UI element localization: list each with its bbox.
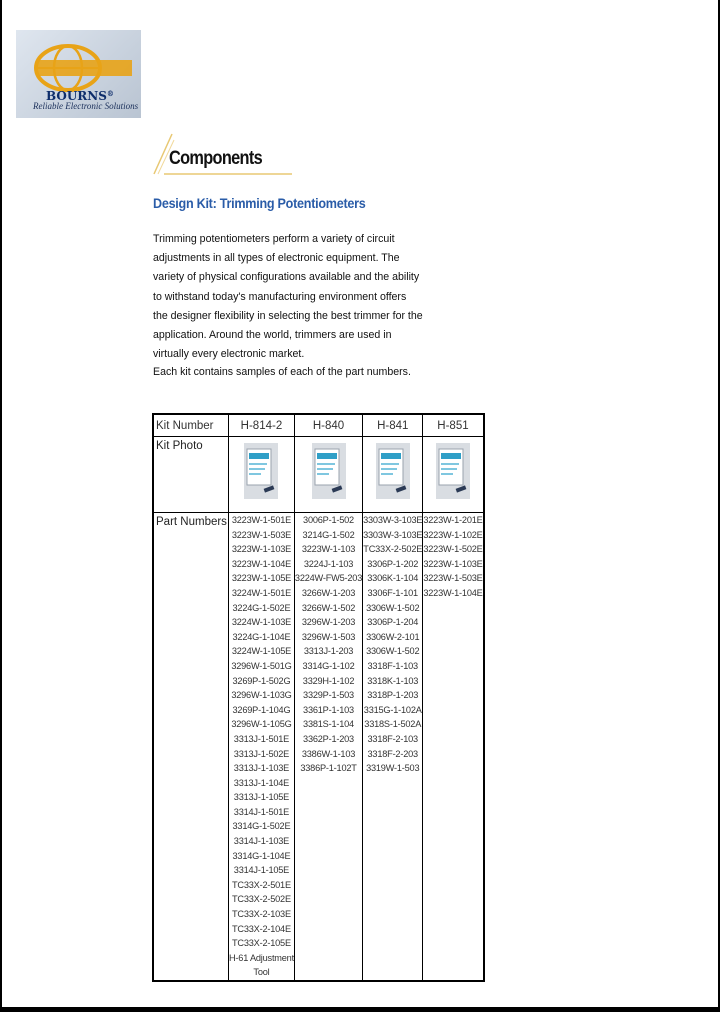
part-number: 3318F-2-103 — [367, 733, 418, 744]
logo-wordmark: BOURNS® — [46, 89, 114, 103]
part-number: 3319W-1-503 — [366, 763, 420, 774]
part-number: 3224W-FW5-203 — [294, 573, 363, 584]
part-number: 3386W-1-103 — [301, 748, 356, 759]
header-kit: H-851 — [423, 414, 484, 437]
part-number: 3296W-1-103G — [231, 690, 292, 701]
table-row-parts — [153, 513, 484, 982]
table-header-row — [153, 414, 484, 437]
kit-photo-image — [312, 443, 346, 499]
kit-photo-cell — [423, 437, 484, 513]
part-number: TC33X-2-103E — [232, 909, 291, 920]
part-number: 3296W-1-203 — [301, 617, 356, 628]
parts-list — [363, 513, 423, 982]
part-number: Tool — [253, 967, 270, 978]
part-number: 3315G-1-102A — [363, 704, 422, 715]
header-kit-number: Kit Number — [153, 414, 229, 437]
header-kit: H-814-2 — [229, 414, 295, 437]
table-row-photo — [153, 437, 484, 513]
part-number: 3266W-1-203 — [301, 587, 356, 598]
part-number: 3306F-1-101 — [367, 587, 418, 598]
part-number: H-61 Adjustment — [229, 952, 294, 963]
part-number: 3318S-1-502A — [364, 719, 422, 730]
part-number: 3296W-1-105G — [231, 719, 292, 730]
kit-photo-image — [376, 443, 410, 499]
row-label-parts: Part Numbers — [153, 513, 229, 982]
part-number: TC33X-2-502E — [363, 544, 423, 555]
parts-list — [294, 513, 362, 982]
part-number: 3303W-3-103E — [363, 515, 423, 525]
part-number: 3223W-1-104E — [231, 558, 292, 569]
part-number: 3306P-1-204 — [367, 617, 419, 628]
part-number: 3318P-1-203 — [367, 690, 419, 701]
kit-photo-image — [436, 443, 470, 499]
part-number: 3306W-1-502 — [366, 602, 420, 613]
part-number: 3223W-1-104E — [423, 587, 483, 598]
part-number: 3318K-1-103 — [367, 675, 419, 686]
part-number: 3224W-1-501E — [231, 587, 292, 598]
part-number: 3223W-1-201E — [423, 515, 483, 525]
row-label-photo: Kit Photo — [153, 437, 229, 513]
part-number: 3313J-1-103E — [233, 763, 290, 774]
part-number: 3269P-1-502G — [232, 675, 291, 686]
part-number: 3296W-1-501G — [231, 660, 292, 671]
part-number: 3318F-1-103 — [367, 660, 418, 671]
header-kit: H-840 — [294, 414, 362, 437]
parts-list — [423, 513, 484, 982]
part-number: 3223W-1-502E — [423, 544, 483, 555]
part-number: 3303W-3-103E — [363, 529, 423, 540]
part-number: 3223W-1-103 — [301, 544, 356, 555]
part-number: TC33X-2-105E — [232, 938, 291, 949]
kit-note: Each kit contains samples of each of the part numbers. — [153, 366, 411, 378]
part-number: 3224G-1-502E — [232, 602, 291, 613]
part-number: 3306P-1-202 — [367, 558, 419, 569]
page-subtitle: Design Kit: Trimming Potentiometers — [153, 195, 366, 211]
part-number: 3314J-1-103E — [233, 836, 290, 847]
part-number: 3006P-1-502 — [303, 515, 354, 525]
part-number: 3381S-1-104 — [303, 719, 354, 730]
header-kit: H-841 — [363, 414, 423, 437]
part-number: 3214G-1-502 — [302, 529, 355, 540]
part-number: TC33X-2-501E — [232, 879, 291, 890]
part-number: 3224W-1-103E — [231, 617, 292, 628]
part-number: 3223W-1-501E — [231, 515, 292, 525]
kit-photo-image — [244, 443, 278, 499]
intro-paragraph: Trimming potentiometers perform a variety of circuit adjustments in all types of electronic equipment. The variety of physical configurations available and the ability to withstand today's manufacturing environment offers the designer flexibility in selecting the best trimmer for the application. Around the world, trimmers are used in virtually every electronic market. — [153, 233, 423, 361]
part-number: 3386P-1-102T — [300, 763, 357, 774]
part-number: 3306W-1-502 — [366, 646, 420, 657]
section-title: Components — [169, 148, 262, 169]
part-number: 3314G-1-502E — [232, 821, 291, 832]
part-number: 3362P-1-203 — [303, 733, 354, 744]
part-number: 3314J-1-501E — [233, 806, 290, 817]
part-number: 3306W-2-101 — [366, 631, 420, 642]
part-number: 3296W-1-503 — [301, 631, 356, 642]
part-number: 3313J-1-501E — [233, 733, 290, 744]
part-number: 3313J-1-502E — [233, 748, 290, 759]
part-number: 3223W-1-103E — [231, 544, 292, 555]
parts-list — [229, 513, 295, 982]
page-frame-bottom — [0, 1007, 720, 1012]
part-number: 3224G-1-104E — [232, 631, 291, 642]
part-number: 3313J-1-203 — [303, 646, 354, 657]
part-number: 3223W-1-105E — [231, 573, 292, 584]
part-number: 3314G-1-104E — [232, 850, 291, 861]
part-number: 3361P-1-103 — [303, 704, 354, 715]
part-number: TC33X-2-502E — [232, 894, 291, 905]
part-number: 3266W-1-502 — [301, 602, 356, 613]
page-frame-left — [0, 0, 2, 1012]
part-number: 3223W-1-503E — [231, 529, 292, 540]
kits-table — [152, 413, 485, 982]
part-number: 3224W-1-105E — [231, 646, 292, 657]
part-number: 3329H-1-102 — [302, 675, 355, 686]
part-number: 3223W-1-102E — [423, 529, 483, 540]
part-number: 3329P-1-503 — [303, 690, 354, 701]
logo-tagline: Reliable Electronic Solutions — [33, 101, 139, 111]
part-number: 3313J-1-105E — [233, 792, 290, 803]
part-number: 3314J-1-105E — [233, 865, 290, 876]
kit-photo-cell — [229, 437, 295, 513]
part-number: 3223W-1-503E — [423, 573, 483, 584]
part-number: 3318F-2-203 — [367, 748, 418, 759]
part-number: 3269P-1-104G — [232, 704, 291, 715]
kit-photo-cell — [363, 437, 423, 513]
part-number: 3224J-1-103 — [303, 558, 354, 569]
part-number: 3223W-1-103E — [423, 558, 483, 569]
kit-photo-cell — [294, 437, 362, 513]
part-number: TC33X-2-104E — [232, 923, 291, 934]
part-number: 3313J-1-104E — [233, 777, 290, 788]
part-number: 3306K-1-104 — [367, 573, 419, 584]
part-number: 3314G-1-102 — [302, 660, 355, 671]
